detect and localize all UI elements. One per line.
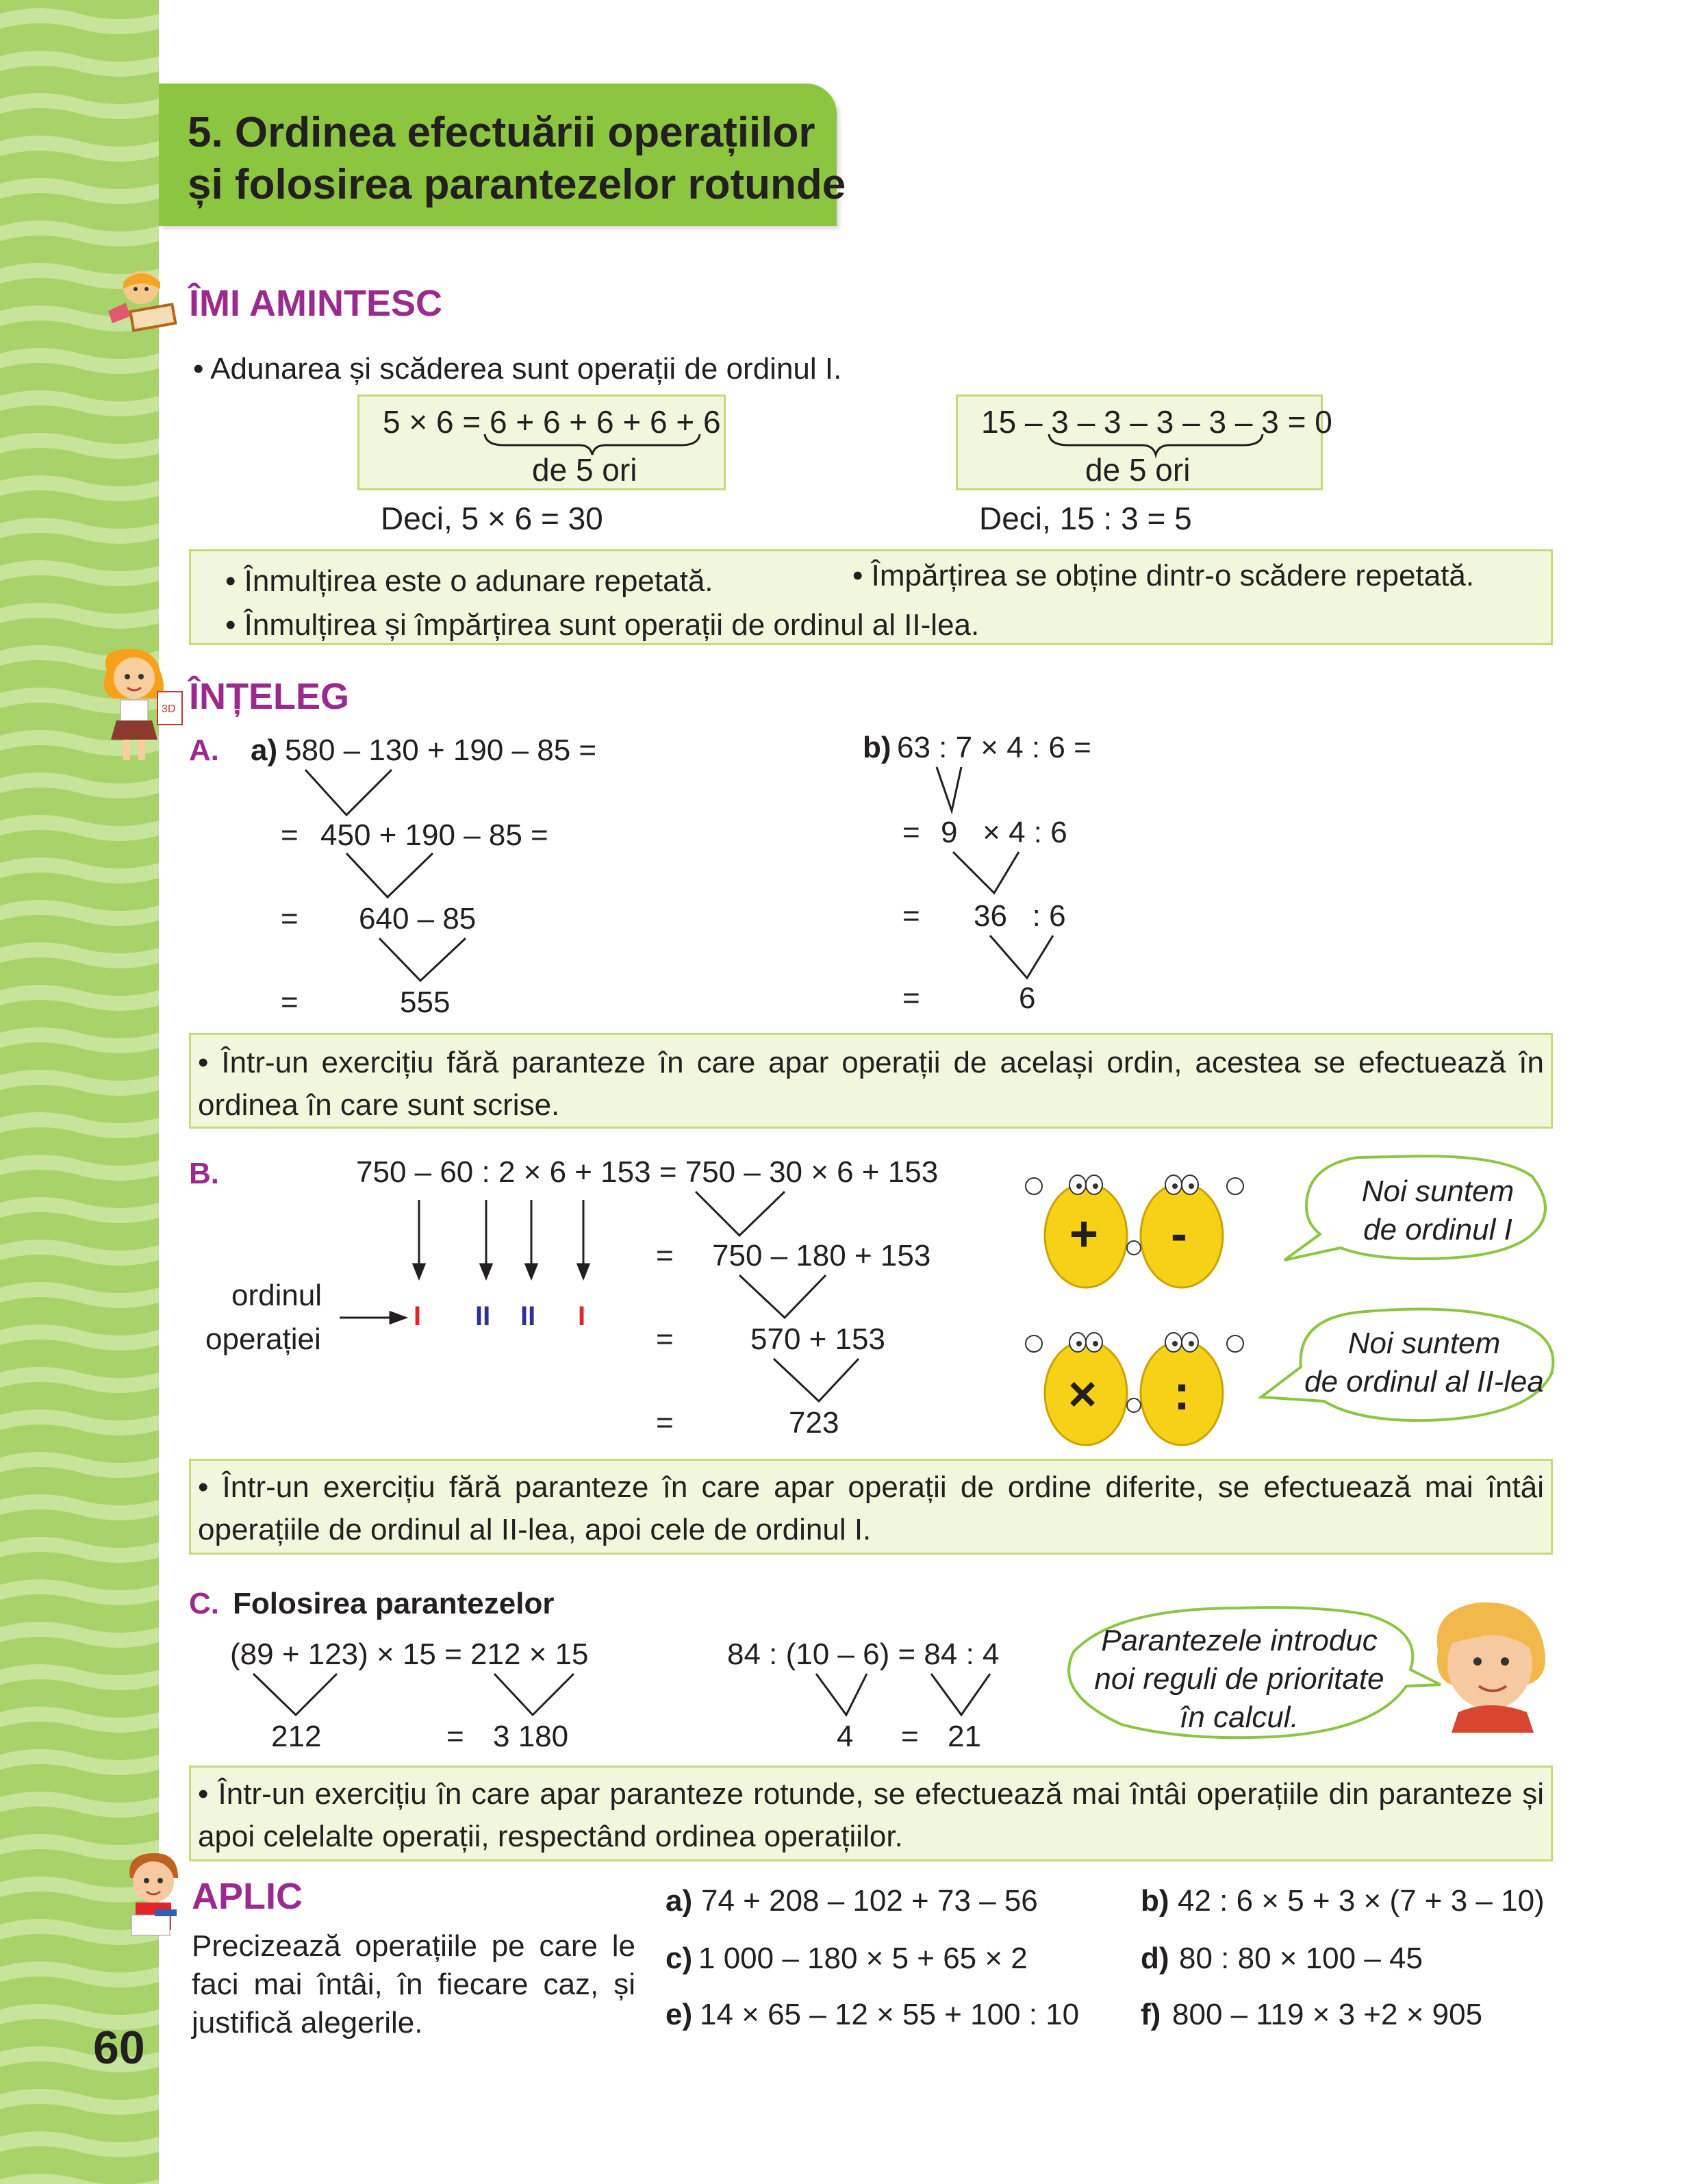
parentheses-heading: Folosirea parantezelor (233, 1587, 555, 1620)
exercise-a-expr: 580 – 130 + 190 – 85 = (285, 733, 597, 767)
order-mark-1: I (414, 1301, 422, 1331)
exercise-a-result: 555 (400, 986, 451, 1019)
bubble-parentheses-line2: noi reguli de prioritate (1094, 1662, 1384, 1696)
division-expr: 15 – 3 – 3 – 3 – 3 – 3 = 0 (981, 404, 1332, 440)
section-c-label: C. (189, 1587, 219, 1620)
b-result: 723 (789, 1406, 839, 1440)
rule-multiplication: • Înmulțirea este o adunare repetată. (225, 564, 713, 598)
bullet-addition-subtraction: • Adunarea și scăderea sunt operații de ordinul I. (193, 352, 842, 386)
c-ex1-eq: = (446, 1720, 464, 1753)
order-mark-4: I (578, 1301, 586, 1331)
bubble-second-order-line1: Noi suntem (1347, 1327, 1501, 1360)
rule-parentheses: • Într-un exercițiu în care apar paranteze rotunde, se efectuează mai întâi operațiile din paranteze și apoi celelalte operații, respectând ordinea operațiilor. (198, 1777, 1544, 1853)
aplic-a-expr: 74 + 208 – 102 + 73 – 56 (701, 1884, 1038, 1918)
rule-division: • Împărțirea se obține dintr-o scădere repetată. (852, 559, 1475, 592)
bubble-second-order-line2: de ordinul al II-lea (1304, 1365, 1544, 1398)
order-mark-2: II (475, 1301, 491, 1331)
bubble-parentheses-text (1068, 1622, 1410, 1737)
aplic-f-label: f) (1141, 1998, 1161, 2031)
c-ex1-left-result: 212 (271, 1720, 322, 1753)
rule-different-order: • Într-un exercițiu fără paranteze în care apar operații de ordine diferite, se efectuează mai întâi operațiile de ordinul al II-lea, apoi cele de ordinul I. (198, 1470, 1544, 1546)
section-a-label: A. (189, 733, 219, 767)
multiplication-expr: 5 × 6 = 6 + 6 + 6 + 6 + 6 (383, 404, 721, 440)
aplic-c-expr: 1 000 – 180 × 5 + 65 × 2 (698, 1942, 1028, 1975)
aplic-c-label: c) (666, 1942, 693, 1975)
section-b-label: B. (189, 1157, 219, 1190)
aplic-heading: APLIC (192, 1876, 303, 1917)
aplic-d-label: d) (1141, 1942, 1169, 1975)
aplic-e-label: e) (666, 1998, 693, 2031)
order-label-line2: operației (205, 1322, 321, 1356)
b-eq-3: = (656, 1406, 674, 1440)
exercise-b-main-expr: 750 – 60 : 2 × 6 + 153 = 750 – 30 × 6 + 153 (356, 1155, 939, 1189)
title-line-2: și folosirea parantezelor rotunde (188, 161, 846, 208)
rule-same-order: • Într-un exercițiu fără paranteze în care apar operații de același ordin, acestea se efectuează în ordinea în care sunt scrise. (198, 1046, 1544, 1122)
exercise-b-step-1: 9 × 4 : 6 (941, 816, 1067, 849)
exercise-b-eq-3: = (902, 981, 920, 1015)
aplic-e-expr: 14 × 65 – 12 × 55 + 100 : 10 (700, 1998, 1080, 2031)
order-label-line1: ordinul (231, 1279, 322, 1312)
imi-amintesc-heading: ÎMI AMINTESC (189, 283, 442, 324)
svg-text:3D: 3D (162, 703, 176, 715)
exercise-a-eq-2: = (281, 902, 299, 936)
exercise-b-eq-1: = (902, 816, 920, 849)
b-step-1: 750 – 180 + 153 (712, 1239, 931, 1272)
c-ex2-right-result: 21 (948, 1720, 981, 1753)
plus-sign: + (1069, 1207, 1099, 1262)
exercise-a-step-2: 640 – 85 (359, 902, 477, 936)
c-ex1-right-result: 3 180 (493, 1720, 569, 1753)
exercise-a-eq-3: = (281, 986, 299, 1019)
c-ex2-eq: = (901, 1720, 919, 1753)
aplic-b-label: b) (1141, 1884, 1169, 1918)
inteleg-heading: ÎNȚELEG (189, 676, 350, 717)
exercise-a-eq-1: = (281, 818, 299, 852)
rule-order-two: • Înmulțirea și împărțirea sunt operații de ordinul al II-lea. (225, 608, 980, 642)
exercise-b-label: b) (863, 731, 891, 764)
c-ex2-expr: 84 : (10 – 6) = 84 : 4 (727, 1637, 1000, 1671)
order-mark-3: II (520, 1301, 536, 1331)
multiplication-brace-label: de 5 ori (532, 452, 637, 488)
b-eq-2: = (656, 1322, 674, 1356)
bubble-first-order-line2: de ordinul I (1363, 1213, 1512, 1246)
minus-sign: - (1171, 1207, 1187, 1262)
boy-writing-icon (115, 1850, 190, 1940)
boy-face-icon (1424, 1596, 1554, 1733)
c-ex1-expr: (89 + 123) × 15 = 212 × 15 (230, 1637, 589, 1671)
exercise-b-eq-2: = (902, 899, 920, 933)
exercise-b-step-2: 36 : 6 (974, 899, 1066, 933)
bubble-parentheses-line3: în calcul. (1180, 1700, 1299, 1734)
c-ex2-left-result: 4 (837, 1720, 854, 1753)
exercise-a-label: a) (251, 733, 278, 767)
bubble-parentheses-line1: Parantezele introduc (1101, 1624, 1378, 1657)
b-eq-1: = (656, 1239, 674, 1272)
aplic-a-label: a) (666, 1884, 693, 1918)
division-brace-label: de 5 ori (1085, 452, 1191, 488)
b-step-2: 570 + 153 (750, 1322, 885, 1356)
divide-sign: : (1174, 1366, 1190, 1420)
aplic-f-expr: 800 – 119 × 3 +2 × 905 (1172, 1998, 1483, 2031)
page-number: 60 (93, 2022, 145, 2074)
exercise-b-expr: 63 : 7 × 4 : 6 = (897, 731, 1091, 764)
exercise-b-result: 6 (1019, 981, 1036, 1015)
times-sign: × (1068, 1367, 1098, 1422)
aplic-d-expr: 80 : 80 × 100 – 45 (1179, 1942, 1423, 1975)
bubble-first-order-line1: Noi suntem (1361, 1175, 1515, 1208)
exercise-a-step-1: 450 + 190 – 85 = (320, 818, 548, 852)
rule-box-parentheses (189, 1766, 1553, 1861)
title-line-1: 5. Ordinea efectuării operațiilor (188, 109, 815, 156)
aplic-b-expr: 42 : 6 × 5 + 3 × (7 + 3 – 10) (1178, 1884, 1545, 1918)
division-conclusion: Deci, 15 : 3 = 5 (979, 501, 1192, 536)
aplic-instruction: Precizează operațiile pe care le faci mai întâi, în fiecare caz, și justifică alegerile. (192, 1929, 635, 2039)
multiplication-conclusion: Deci, 5 × 6 = 30 (381, 501, 603, 536)
